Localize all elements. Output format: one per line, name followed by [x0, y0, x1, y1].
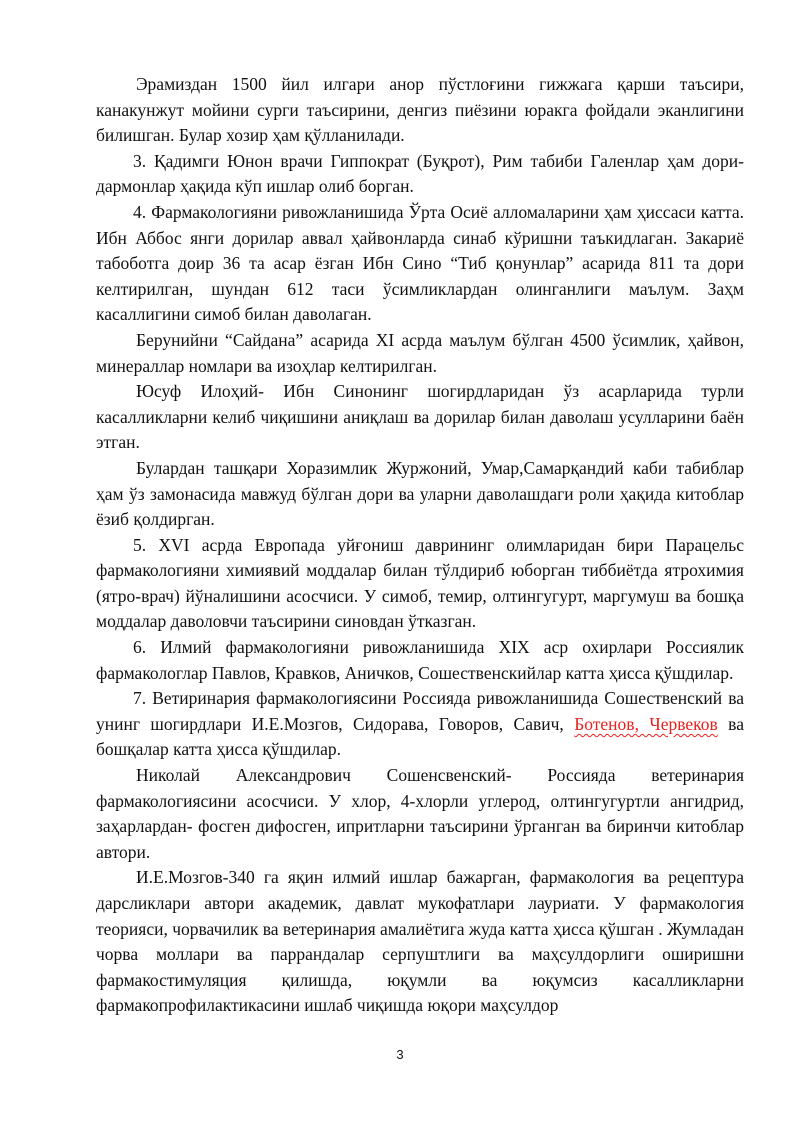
paragraph-pomegranate: Эрамиздан 1500 йил илгари анор пўстлоғини гижжага қарши таъсири, канакунжут мойини сурги таъсирини, денгиз пиёзини юракга фойдали эканлигини билишган. Булар хозир ҳам қўлланилади. — [96, 74, 744, 146]
paragraph-7-text-after: ва бошқалар катта ҳисса қўшдилар. — [96, 713, 744, 760]
paragraph-7-veterinary — [96, 686, 744, 763]
paragraph-5-paracelsus: 5. XVI асрда Европада уйғониш даврининг олимларидан бири Парацельс фармакологияни химиявий моддалар билан тўлдириб юборган тиббиётда ятрохимия (ятро-врач) йўналишини асосчиси. У симоб, темир, олтингугурт, маргумуш ва бошқа моддалар даволовчи таъсирини синовдан ўтказган. — [96, 534, 744, 632]
paragraph-sosensvenskiy: Николай Александрович Сошенсвенский- Россияда ветеринария фармакологиясини асосчиси. У хлор, 4-хлорли углерод, олтингугуртли ангидрид, заҳарлардан- фосген дифосген, ипритларни таъсирини ўрганган ва биринчи китоблар автори. — [96, 765, 744, 862]
paragraph-6-russian-pharmacologists: 6. Илмий фармакологияни ривожланишида XIX аср охирлари Россиялик фармакологлар Павлов, Кравков, Аничков, Сошественскийлар катта ҳисса қўшдилар. — [96, 637, 744, 683]
document-body — [96, 72, 744, 1019]
paragraph-beruni: Берунийни “Сайдана” асарида XI асрда маълум бўлган 4500 ўсимлик, ҳайвон, минераллар номлари ва изоҳлар келтирилган. — [96, 329, 744, 376]
paragraph-3-hippocrates: 3. Қадимги Юнон врачи Гиппократ (Буқрот), Рим табиби Галенлар ҳам дори-дармонлар ҳақида кўп ишлар олиб борган. — [96, 150, 744, 197]
paragraph-khorezm-physicians: Булардан ташқари Хоразимлик Журжоний, Умар,Самарқандий каби табиблар ҳам ўз замонасида мавжуд бўлган дори ва уларни даволашдаги роли ҳақида китоблар ёзиб қолдирган. — [96, 457, 744, 530]
page-number: 3 — [396, 1047, 404, 1062]
highlighted-names: Ботенов, Червеков — [574, 713, 718, 734]
paragraph-7-text-before: 7. Ветиринария фармакологиясини Россияда ривожланишида Сошественский ва унинг шогирдлари И.Е.Мозгов, Сидорава, Говоров, Савич, — [96, 688, 744, 734]
paragraph-4-central-asia: 4. Фармакологияни ривожланишида Ўрта Осиё алломаларини ҳам ҳиссаси катта. Ибн Аббос янги дорилар аввал ҳайвонларда синаб кўришни таъкидлаган. Закариё табоботга доир 36 та асар ёзган Ибн Сино “Тиб қонунлар” асарида 811 та дори келтирилган, шундан 612 таси ўсимликлардан олинганлиги маълум. Заҳм касаллигини симоб билан даволаган. — [96, 201, 744, 325]
paragraph-mozgov: И.Е.Мозгов-340 га яқин илмий ишлар бажарган, фармакология ва рецептура дарсликлари автори академик, давлат мукофатлари лауриати. У фармакология теорияси, чорвачилик ва ветеринария амалиётига жуда катта ҳисса қўшган . Жумладан чорва моллари ва паррандалар серпуштлиги ва маҳсулдорлиги оширишни фармакостимуляция қилишда, юқумли ва юқумсиз касалликларни фармакопрофилактикасини ишлаб чиқишда юқори маҳсулдор — [96, 867, 745, 1016]
paragraph-yusuf-ilohiy: Юсуф Илоҳий- Ибн Синонинг шогирдларидан ўз асарларида турли касалликларни келиб чиқишини аниқлаш ва дорилар билан даволаш усулларини баён этган. — [96, 381, 744, 453]
